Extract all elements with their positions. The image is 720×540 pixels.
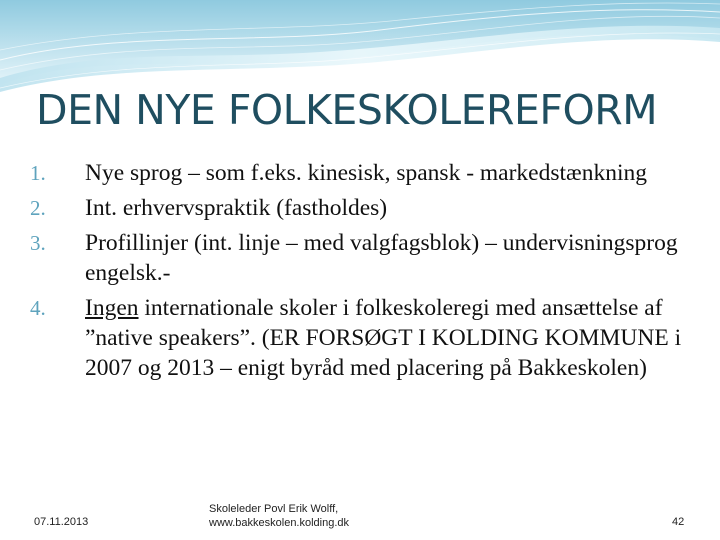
list-item-text: Nye sprog – som f.eks. kinesisk, spansk - markedstænkning xyxy=(85,160,647,186)
list-item-text: Int. erhvervspraktik (fastholdes) xyxy=(85,195,388,221)
list-number: 3. xyxy=(30,231,46,255)
list-item xyxy=(30,158,690,188)
header-wave-decoration xyxy=(0,0,720,95)
footer-author xyxy=(209,502,349,530)
slide-title: DEN NYE FOLKESKOLEREFORM xyxy=(36,86,658,134)
list-item-text: internationale skoler i folkeskoleregi med ansættelse af ”native speakers”. (ER FORSØGT I KOLDING KOMMUNE i 2007 og 2013 – enigt byråd med placering på Bakkeskolen) xyxy=(85,295,682,381)
list-item-text: Profillinjer (int. linje – med valgfagsblok) – undervisningsprog engelsk.- xyxy=(85,230,678,286)
footer-date: 07.11.2013 xyxy=(34,516,89,528)
footer-page-number: 42 xyxy=(672,516,685,528)
list-number: 2. xyxy=(30,196,46,220)
list-number: 1. xyxy=(30,161,46,185)
list-item xyxy=(30,228,690,288)
footer-author-website: www.bakkeskolen.kolding.dk xyxy=(209,517,350,529)
list-item xyxy=(30,293,690,383)
reform-list xyxy=(30,158,690,388)
list-item-emphasis: Ingen xyxy=(85,295,139,321)
footer-author-name: Skoleleder Povl Erik Wolff, xyxy=(209,503,339,515)
list-number: 4. xyxy=(30,296,46,320)
list-item xyxy=(30,193,690,223)
